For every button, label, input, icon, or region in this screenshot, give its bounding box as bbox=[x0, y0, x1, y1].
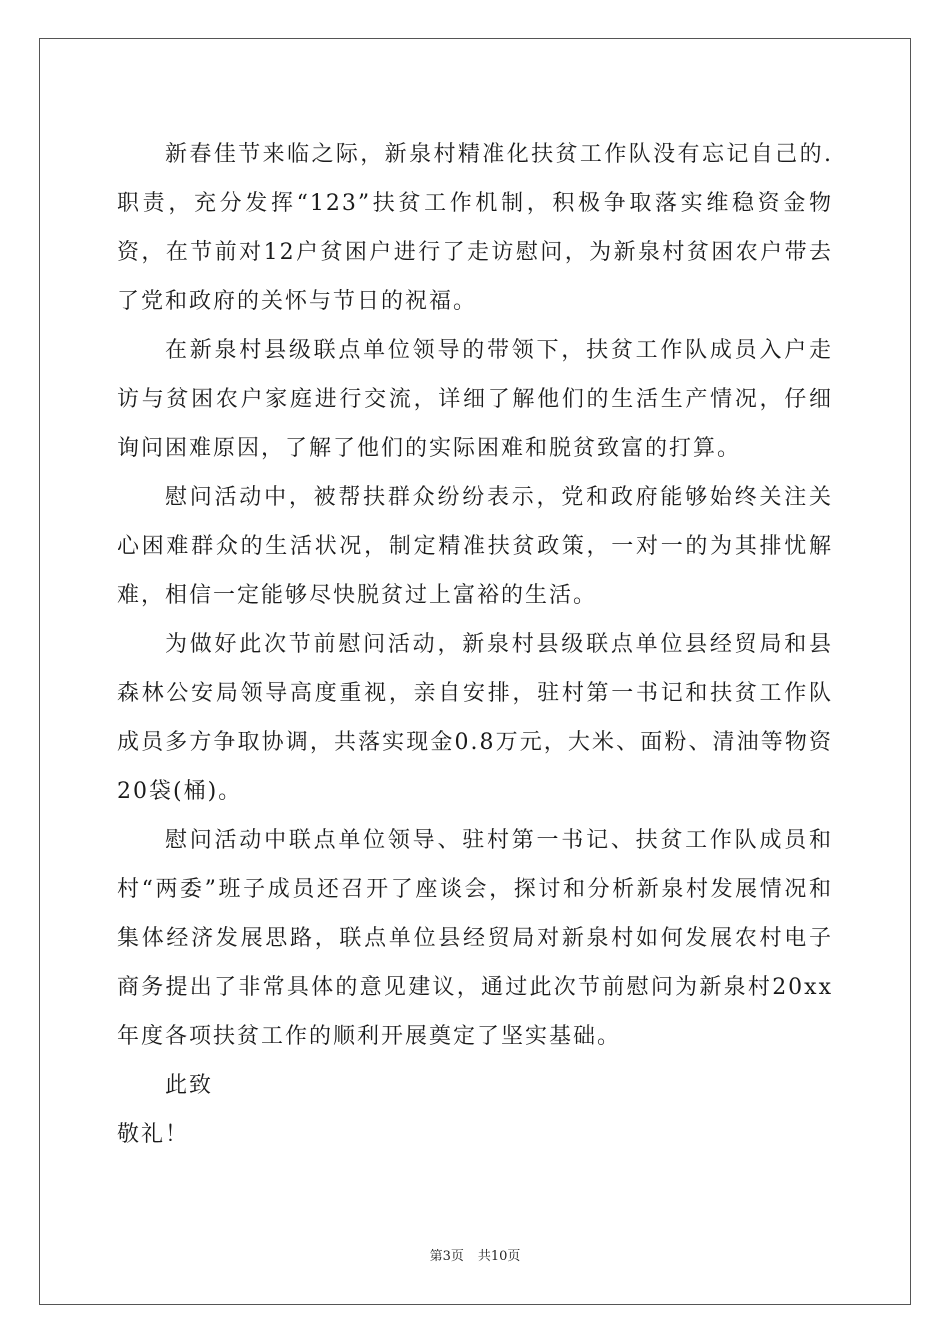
paragraph-4: 为做好此次节前慰问活动，新泉村县级联点单位县经贸局和县森林公安局领导高度重视，亲自安排，驻村第一书记和扶贫工作队成员多方争取协调，共落实现金0.8万元，大米、面粉、清油等物资20袋(桶)。 bbox=[117, 632, 833, 804]
paragraph-5: 慰问活动中联点单位领导、驻村第一书记、扶贫工作队成员和村“两委”班子成员还召开了座谈会，探讨和分析新泉村发展情况和集体经济发展思路，联点单位县经贸局对新泉村如何发展农村电子商务提出了非常具体的意见建议，通过此次节前慰问为新泉村20xx年度各项扶贫工作的顺利开展奠定了坚实基础。 bbox=[117, 828, 833, 1049]
page-total: 共10页 bbox=[477, 1249, 521, 1264]
paragraph-3: 慰问活动中，被帮扶群众纷纷表示，党和政府能够始终关注关心困难群众的生活状况，制定精准扶贫政策，一对一的为其排忧解难，相信一定能够尽快脱贫过上富裕的生活。 bbox=[117, 485, 833, 608]
paragraph-2: 在新泉村县级联点单位领导的带领下，扶贫工作队成员入户走访与贫困农户家庭进行交流，详细了解他们的生活生产情况，仔细询问困难原因，了解了他们的实际困难和脱贫致富的打算。 bbox=[117, 338, 833, 461]
paragraph-1: 新春佳节来临之际，新泉村精准化扶贫工作队没有忘记自己的.职责，充分发挥“123”扶贫工作机制，积极争取落实维稳资金物资，在节前对12户贫困户进行了走访慰问，为新泉村贫困农户带去了党和政府的关怀与节日的祝福。 bbox=[117, 142, 833, 314]
page-footer bbox=[0, 1245, 950, 1264]
closing-salutation: 此致 bbox=[165, 1073, 214, 1098]
closing-regards: 敬礼！ bbox=[117, 1122, 190, 1147]
page-number: 第3页 bbox=[429, 1249, 464, 1264]
document-body bbox=[117, 130, 833, 1159]
